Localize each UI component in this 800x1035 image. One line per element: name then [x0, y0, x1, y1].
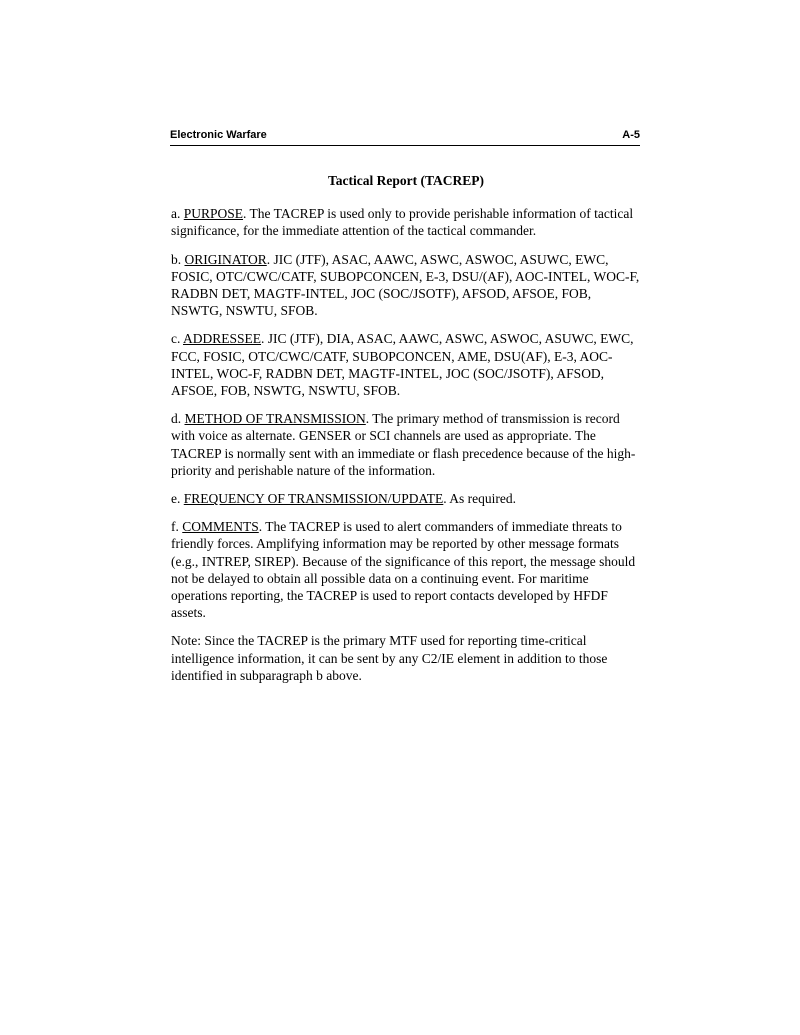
paragraph-label: PURPOSE	[183, 206, 244, 222]
paragraph-prefix: d.	[171, 411, 185, 427]
paragraph-comments	[171, 518, 641, 621]
document-title: Tactical Report (TACREP)	[328, 173, 484, 188]
paragraph-addressee	[171, 330, 641, 399]
paragraph-label: COMMENTS	[182, 519, 259, 535]
paragraph-method-of-transmission	[171, 410, 641, 479]
paragraph-text: . JIC (JTF), DIA, ASAC, AAWC, ASWC, ASWOC, ASUWC, EWC, FCC, FOSIC, OTC/CWC/CATF, SUBOPCONCEN, AME, DSU(AF), E-3, AOC-INTEL, WOC-F, RADBN DET, MAGTF-INTEL, JOC (SOC/JSOTF), AFSOD, AFSOE, FOB, NSWTG, NSWTU, SFOB.	[171, 331, 634, 399]
paragraph-purpose	[171, 205, 641, 239]
paragraph-prefix: f.	[171, 519, 183, 535]
paragraph-text: . The primary method of transmission is record with voice as alternate. GENSER or SCI channels are used as appropriate. The TACREP is normally sent with an immediate or flash precedence because of the high-priority and perishable nature of the information.	[171, 411, 636, 478]
paragraph-prefix: b.	[171, 251, 185, 267]
paragraph-label: ORIGINATOR	[184, 251, 267, 267]
paragraph-label: METHOD OF TRANSMISSION	[184, 411, 366, 427]
section-title: Electronic Warfare	[170, 129, 267, 141]
document-body	[171, 172, 641, 695]
paragraph-prefix: c.	[171, 331, 183, 347]
paragraph-text: . JIC (JTF), ASAC, AAWC, ASWC, ASWOC, ASUWC, EWC, FOSIC, OTC/CWC/CATF, SUBOPCONCEN, E-3, DSU/(AF), AOC-INTEL, WOC-F, RADBN DET, MAGTF-INTEL, JOC (SOC/JSOTF), AFSOD, AFSOE, FOB, NSWTG, NSWTU, SFOB.	[171, 251, 640, 319]
paragraph-originator	[171, 251, 641, 320]
paragraph-prefix: e.	[171, 491, 184, 507]
paragraph-text: . As required.	[443, 491, 517, 507]
paragraph-label: FREQUENCY OF TRANSMISSION/UPDATE	[183, 491, 444, 507]
paragraph-text: . The TACREP is used to alert commanders of immediate threats to friendly forces. Amplifying information may be reported by other message formats (e.g., INTREP, SIREP). Because of the significance of this report, the message should not be delayed to obtain all possible data on a continuing event. For maritime operations reporting, the TACREP is used to report contacts developed by HFDF assets.	[171, 519, 636, 621]
paragraph-prefix: a.	[171, 206, 184, 222]
paragraph-text: . The TACREP is used only to provide perishable information of tactical significance, for the immediate attention of the tactical commander.	[171, 206, 634, 239]
paragraph-label: ADDRESSEE	[183, 331, 262, 347]
paragraph-frequency	[171, 490, 641, 507]
page-number: A-5	[622, 129, 640, 141]
running-header	[170, 129, 640, 146]
note-paragraph: Note: Since the TACREP is the primary MTF used for reporting time-critical intelligence information, it can be sent by any C2/IE element in addition to those identified in subparagraph b above.	[171, 633, 608, 683]
